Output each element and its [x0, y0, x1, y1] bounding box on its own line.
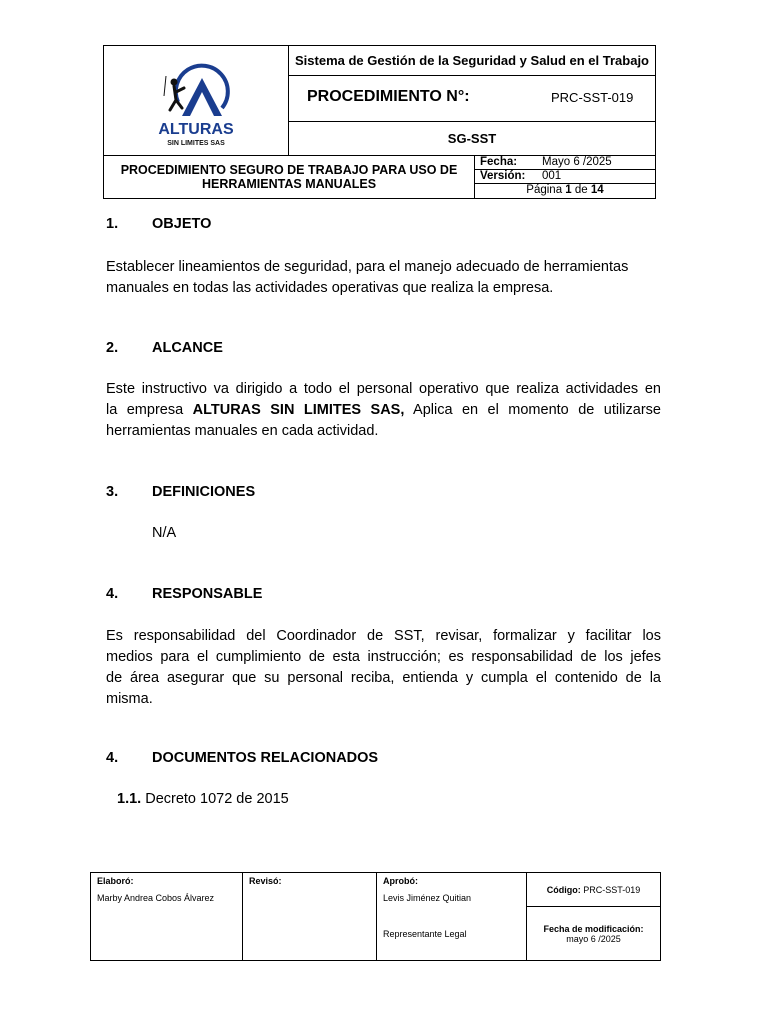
section-heading-objeto — [106, 216, 211, 232]
page-of: de — [574, 184, 588, 196]
codigo-label: Código: — [546, 884, 581, 895]
section-title: DEFINICIONES — [152, 484, 256, 500]
section-number: 4. — [106, 750, 119, 766]
version-row — [474, 169, 656, 184]
aprobo-cell — [376, 872, 527, 961]
section-heading-documentos — [106, 750, 378, 766]
paragraph-text: Aplica en el momento de utilizarse — [413, 402, 661, 418]
logo-cell — [103, 45, 289, 156]
elaboro-label: Elaboró: — [97, 876, 134, 886]
elaboro-value: Marby Andrea Cobos Álvarez — [97, 893, 215, 903]
section-number: 2. — [106, 340, 119, 356]
version-value: 001 — [542, 170, 562, 182]
alcance-paragraph — [106, 379, 661, 442]
page-total: 14 — [590, 184, 604, 196]
section-number: 4. — [106, 586, 119, 602]
section-heading-definiciones — [106, 484, 255, 500]
section-title: OBJETO — [152, 216, 212, 232]
document-list-item — [117, 791, 289, 807]
document-footer — [90, 872, 661, 961]
procedure-code: PRC-SST-019 — [551, 90, 634, 105]
system-title: Sistema de Gestión de la Seguridad y Salud en el Trabajo — [288, 45, 656, 76]
paragraph-text: la empresa — [106, 402, 184, 418]
date-label: Fecha: — [480, 156, 518, 168]
paragraph-line: medios para el cumplimiento de esta instrucción; es responsabilidad de los jefes — [106, 649, 661, 665]
sg-sst-label: SG-SST — [288, 121, 656, 156]
responsable-paragraph — [106, 626, 661, 710]
procedure-cell — [288, 75, 656, 122]
paragraph-line: Este instructivo va dirigido a todo el personal operativo que realiza actividades en — [106, 381, 661, 397]
paragraph-line: Es responsabilidad del Coordinador de SST, revisar, formalizar y facilitar los — [106, 628, 661, 644]
procedure-label: PROCEDIMIENTO N°: — [307, 88, 470, 105]
paragraph-line: de área asegurar que su personal reciba, entienda y cumpla el contenido de la — [106, 670, 661, 686]
logo-subtext: SIN LIMITES SAS — [167, 140, 225, 147]
date-row — [474, 155, 656, 170]
section-number: 3. — [106, 484, 119, 500]
section-number: 1. — [106, 216, 119, 232]
paragraph-line: herramientas manuales en cada actividad. — [106, 423, 379, 439]
page-current: 1 — [565, 184, 572, 196]
codigo-value: PRC-SST-019 — [583, 884, 641, 895]
elaboro-cell — [90, 872, 243, 961]
modification-cell — [526, 906, 661, 961]
codigo-cell — [526, 872, 661, 907]
aprobo-role: Representante Legal — [383, 929, 467, 939]
aprobo-value: Levis Jiménez Quitian — [383, 893, 472, 903]
section-heading-alcance — [106, 340, 223, 356]
paragraph-line — [106, 400, 661, 421]
modification-value: mayo 6 /2025 — [566, 933, 621, 944]
section-title: RESPONSABLE — [152, 586, 263, 602]
modification-label: Fecha de modificación: — [543, 923, 644, 934]
section-title: ALCANCE — [152, 340, 223, 356]
paragraph-line: Establecer lineamientos de seguridad, para el manejo adecuado de herramientas — [106, 259, 629, 275]
paragraph-line: misma. — [106, 691, 153, 707]
version-label: Versión: — [480, 170, 526, 182]
list-item-number: 1.1. — [117, 791, 142, 807]
document-header — [103, 45, 656, 199]
company-logo — [156, 56, 236, 148]
objeto-paragraph — [106, 257, 661, 299]
company-name: ALTURAS SIN LIMITES SAS, — [192, 402, 405, 418]
logo-text: ALTURAS — [158, 121, 234, 138]
section-heading-responsable — [106, 586, 262, 602]
list-item-text: Decreto 1072 de 2015 — [145, 791, 289, 807]
aprobo-label: Aprobó: — [383, 876, 418, 886]
date-value: Mayo 6 /2025 — [542, 156, 612, 168]
page-prefix: Página — [526, 184, 563, 196]
definiciones-text: N/A — [152, 525, 177, 541]
paragraph-line: manuales en todas las actividades operativas que realiza la empresa. — [106, 280, 554, 296]
section-title: DOCUMENTOS RELACIONADOS — [152, 750, 379, 766]
reviso-label: Revisó: — [249, 876, 282, 886]
page-row — [474, 183, 656, 199]
document-title: PROCEDIMIENTO SEGURO DE TRABAJO PARA USO DE HERRAMIENTAS MANUALES — [103, 155, 475, 199]
reviso-cell — [242, 872, 377, 961]
